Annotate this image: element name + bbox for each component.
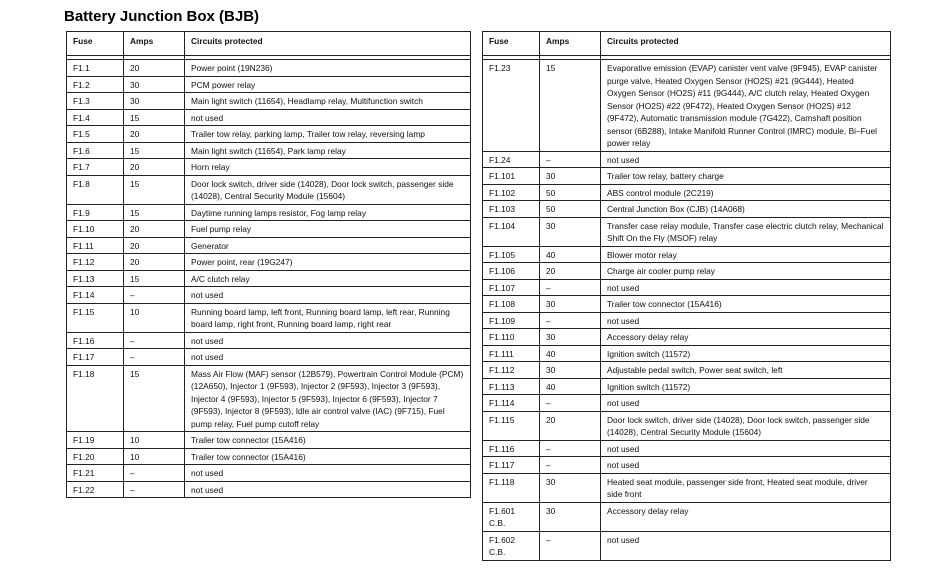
fuse-cell: F1.107 xyxy=(483,279,540,296)
table-header-row xyxy=(67,32,471,56)
fuse-cell: F1.108 xyxy=(483,296,540,313)
circuits-cell: Transfer case relay module, Transfer case electric clutch relay, Mechanical Shift On the Fly (MSOF) relay xyxy=(601,217,891,246)
fuse-cell: F1.7 xyxy=(67,159,124,176)
fuse-cell: F1.22 xyxy=(67,481,124,498)
table-row xyxy=(483,411,891,440)
circuits-cell: Evaporative emission (EVAP) canister vent valve (9F945), EVAP canister purge valve, Heated Oxygen Sensor (HO2S) #21 (9G444), Heated Oxygen Sensor (HO2S) #11 (9G444), A/C clutch relay, Heated Oxygen Sensor (HO2S) #22 (9F472), Heated Oxygen Sensor (HO2S) #12 (9F472), Automatic transmission module (7G422), Camshaft position sensor (6B288), Intake Manifold Runner Control (IMRC) module, Bi–Fuel power relay xyxy=(601,60,891,152)
circuits-cell: Blower motor relay xyxy=(601,246,891,263)
table-row xyxy=(67,237,471,254)
table-row xyxy=(483,263,891,280)
table-row xyxy=(483,395,891,412)
header-amps: Amps xyxy=(540,32,601,56)
fuse-cell: F1.5 xyxy=(67,126,124,143)
table-row xyxy=(483,168,891,185)
amps-cell: – xyxy=(540,531,601,560)
circuits-cell: not used xyxy=(185,287,471,304)
fuse-cell: F1.111 xyxy=(483,345,540,362)
table-row xyxy=(67,204,471,221)
amps-cell: 30 xyxy=(540,502,601,531)
circuits-cell: Heated seat module, passenger side front, Heated seat module, driver side front xyxy=(601,473,891,502)
circuits-cell: Trailer tow connector (15A416) xyxy=(185,448,471,465)
circuits-cell: not used xyxy=(601,151,891,168)
amps-cell: – xyxy=(124,465,185,482)
fuse-cell: F1.23 xyxy=(483,60,540,152)
fuse-cell: F1.113 xyxy=(483,378,540,395)
amps-cell: 50 xyxy=(540,201,601,218)
amps-cell: 15 xyxy=(124,109,185,126)
fuse-cell: F1.3 xyxy=(67,93,124,110)
amps-cell: 20 xyxy=(540,263,601,280)
table-row xyxy=(67,287,471,304)
header-amps: Amps xyxy=(124,32,185,56)
circuits-cell: not used xyxy=(601,440,891,457)
amps-cell: – xyxy=(124,287,185,304)
circuits-cell: Charge air cooler pump relay xyxy=(601,263,891,280)
table-row xyxy=(67,270,471,287)
circuits-cell: not used xyxy=(601,457,891,474)
amps-cell: 10 xyxy=(124,448,185,465)
circuits-cell: Ignition switch (11572) xyxy=(601,345,891,362)
amps-cell: 30 xyxy=(540,362,601,379)
fuse-cell: F1.104 xyxy=(483,217,540,246)
table-row xyxy=(483,378,891,395)
amps-cell: 30 xyxy=(540,217,601,246)
fuse-cell: F1.601 C.B. xyxy=(483,502,540,531)
fuse-cell: F1.118 xyxy=(483,473,540,502)
table-row xyxy=(483,312,891,329)
table-row xyxy=(67,303,471,332)
amps-cell: 30 xyxy=(124,93,185,110)
fuse-cell: F1.21 xyxy=(67,465,124,482)
circuits-cell: Door lock switch, driver side (14028), Door lock switch, passenger side (14028), Central Security Module (15604) xyxy=(185,175,471,204)
circuits-cell: Fuel pump relay xyxy=(185,221,471,238)
table-row xyxy=(483,345,891,362)
amps-cell: 15 xyxy=(124,204,185,221)
header-fuse: Fuse xyxy=(67,32,124,56)
circuits-cell: Generator xyxy=(185,237,471,254)
table-row xyxy=(67,481,471,498)
circuits-cell: Trailer tow relay, parking lamp, Trailer tow relay, reversing lamp xyxy=(185,126,471,143)
fuse-cell: F1.15 xyxy=(67,303,124,332)
amps-cell: – xyxy=(540,395,601,412)
amps-cell: 40 xyxy=(540,378,601,395)
fuse-cell: F1.8 xyxy=(67,175,124,204)
amps-cell: 15 xyxy=(124,142,185,159)
circuits-cell: Trailer tow connector (15A416) xyxy=(601,296,891,313)
table-row xyxy=(483,60,891,152)
amps-cell: – xyxy=(540,151,601,168)
fuse-cell: F1.6 xyxy=(67,142,124,159)
fuse-cell: F1.103 xyxy=(483,201,540,218)
amps-cell: 30 xyxy=(540,296,601,313)
table-row xyxy=(483,362,891,379)
table-row xyxy=(67,60,471,77)
fuse-cell: F1.13 xyxy=(67,270,124,287)
fuse-cell: F1.9 xyxy=(67,204,124,221)
table-row xyxy=(67,465,471,482)
table-row xyxy=(483,473,891,502)
fuse-cell: F1.10 xyxy=(67,221,124,238)
fuse-cell: F1.112 xyxy=(483,362,540,379)
table-row xyxy=(483,246,891,263)
fuse-table-right xyxy=(482,31,891,561)
amps-cell: 20 xyxy=(540,411,601,440)
circuits-cell: not used xyxy=(601,395,891,412)
table-header-row xyxy=(483,32,891,56)
circuits-cell: Running board lamp, left front, Running board lamp, left rear, Running board lamp, right front, Running board lamp, right rear xyxy=(185,303,471,332)
table-row xyxy=(67,254,471,271)
fuse-cell: F1.101 xyxy=(483,168,540,185)
table-row xyxy=(483,329,891,346)
amps-cell: 20 xyxy=(124,237,185,254)
fuse-cell: F1.116 xyxy=(483,440,540,457)
fuse-cell: F1.2 xyxy=(67,76,124,93)
circuits-cell: Horn relay xyxy=(185,159,471,176)
circuits-cell: Accessory delay relay xyxy=(601,329,891,346)
fuse-cell: F1.14 xyxy=(67,287,124,304)
table-row xyxy=(483,502,891,531)
circuits-cell: not used xyxy=(601,312,891,329)
circuits-cell: not used xyxy=(601,531,891,560)
circuits-cell: not used xyxy=(185,465,471,482)
table-row xyxy=(67,221,471,238)
header-circuits: Circuits protected xyxy=(185,32,471,56)
amps-cell: – xyxy=(124,332,185,349)
fuse-cell: F1.17 xyxy=(67,349,124,366)
amps-cell: 40 xyxy=(540,246,601,263)
table-row xyxy=(483,279,891,296)
table-row xyxy=(483,457,891,474)
fuse-cell: F1.19 xyxy=(67,432,124,449)
amps-cell: – xyxy=(124,481,185,498)
table-row xyxy=(67,349,471,366)
fuse-cell: F1.117 xyxy=(483,457,540,474)
table-row xyxy=(483,151,891,168)
fuse-cell: F1.105 xyxy=(483,246,540,263)
fuse-table-left xyxy=(66,31,471,498)
fuse-cell: F1.24 xyxy=(483,151,540,168)
amps-cell: 20 xyxy=(124,60,185,77)
amps-cell: 10 xyxy=(124,432,185,449)
fuse-cell: F1.115 xyxy=(483,411,540,440)
table-row xyxy=(483,201,891,218)
table-row xyxy=(67,93,471,110)
table-row xyxy=(67,126,471,143)
amps-cell: – xyxy=(124,349,185,366)
page-title: Battery Junction Box (BJB) xyxy=(64,8,260,25)
table-row xyxy=(67,109,471,126)
amps-cell: 15 xyxy=(124,175,185,204)
circuits-cell: not used xyxy=(185,109,471,126)
table-row xyxy=(483,440,891,457)
fuse-cell: F1.12 xyxy=(67,254,124,271)
circuits-cell: Power point (19N236) xyxy=(185,60,471,77)
fuse-cell: F1.114 xyxy=(483,395,540,412)
circuits-cell: A/C clutch relay xyxy=(185,270,471,287)
table-row xyxy=(67,159,471,176)
amps-cell: 50 xyxy=(540,184,601,201)
amps-cell: – xyxy=(540,279,601,296)
fuse-cell: F1.110 xyxy=(483,329,540,346)
table-row xyxy=(67,142,471,159)
amps-cell: 30 xyxy=(540,168,601,185)
circuits-cell: not used xyxy=(185,349,471,366)
amps-cell: 20 xyxy=(124,159,185,176)
circuits-cell: Central Junction Box (CJB) (14A068) xyxy=(601,201,891,218)
amps-cell: 15 xyxy=(124,365,185,432)
fuse-cell: F1.102 xyxy=(483,184,540,201)
amps-cell: – xyxy=(540,457,601,474)
circuits-cell: Power point, rear (19G247) xyxy=(185,254,471,271)
circuits-cell: Ignition switch (11572) xyxy=(601,378,891,395)
amps-cell: 30 xyxy=(124,76,185,93)
table-row xyxy=(67,365,471,432)
table-row xyxy=(67,76,471,93)
header-fuse: Fuse xyxy=(483,32,540,56)
table-row xyxy=(483,217,891,246)
fuse-cell: F1.20 xyxy=(67,448,124,465)
table-row xyxy=(483,296,891,313)
amps-cell: 30 xyxy=(540,329,601,346)
circuits-cell: Trailer tow connector (15A416) xyxy=(185,432,471,449)
circuits-cell: Main light switch (11654), Park lamp relay xyxy=(185,142,471,159)
fuse-cell: F1.602 C.B. xyxy=(483,531,540,560)
circuits-cell: ABS control module (2C219) xyxy=(601,184,891,201)
table-row xyxy=(483,531,891,560)
table-row xyxy=(483,184,891,201)
fuse-cell: F1.109 xyxy=(483,312,540,329)
table-row xyxy=(67,175,471,204)
amps-cell: 20 xyxy=(124,221,185,238)
table-row xyxy=(67,332,471,349)
fuse-cell: F1.4 xyxy=(67,109,124,126)
circuits-cell: not used xyxy=(185,481,471,498)
circuits-cell: Door lock switch, driver side (14028), Door lock switch, passenger side (14028), Central Security Module (15604) xyxy=(601,411,891,440)
amps-cell: 20 xyxy=(124,126,185,143)
circuits-cell: Mass Air Flow (MAF) sensor (12B579), Powertrain Control Module (PCM) (12A650), Injector 1 (9F593), Injector 2 (9F593), Injector 3 (9F593), Injector 4 (9F593), Injector 5 (9F593), Injector 6 (9F593), Injector 7 (9F593), Injector 8 (9F593), Idle air control valve (IAC) (9F715), Fuel pump relay, Fuel pump cutoff relay xyxy=(185,365,471,432)
circuits-cell: Main light switch (11654), Headlamp relay, Multifunction switch xyxy=(185,93,471,110)
table-row xyxy=(67,448,471,465)
circuits-cell: Daytime running lamps resistor, Fog lamp relay xyxy=(185,204,471,221)
fuse-cell: F1.18 xyxy=(67,365,124,432)
amps-cell: 40 xyxy=(540,345,601,362)
amps-cell: – xyxy=(540,440,601,457)
amps-cell: 15 xyxy=(540,60,601,152)
amps-cell: 10 xyxy=(124,303,185,332)
fuse-cell: F1.16 xyxy=(67,332,124,349)
circuits-cell: Adjustable pedal switch, Power seat switch, left xyxy=(601,362,891,379)
circuits-cell: not used xyxy=(185,332,471,349)
amps-cell: 15 xyxy=(124,270,185,287)
header-circuits: Circuits protected xyxy=(601,32,891,56)
table-row xyxy=(67,432,471,449)
fuse-cell: F1.1 xyxy=(67,60,124,77)
circuits-cell: Accessory delay relay xyxy=(601,502,891,531)
fuse-cell: F1.106 xyxy=(483,263,540,280)
circuits-cell: PCM power relay xyxy=(185,76,471,93)
amps-cell: 30 xyxy=(540,473,601,502)
circuits-cell: not used xyxy=(601,279,891,296)
fuse-cell: F1.11 xyxy=(67,237,124,254)
circuits-cell: Trailer tow relay, battery charge xyxy=(601,168,891,185)
amps-cell: – xyxy=(540,312,601,329)
amps-cell: 20 xyxy=(124,254,185,271)
